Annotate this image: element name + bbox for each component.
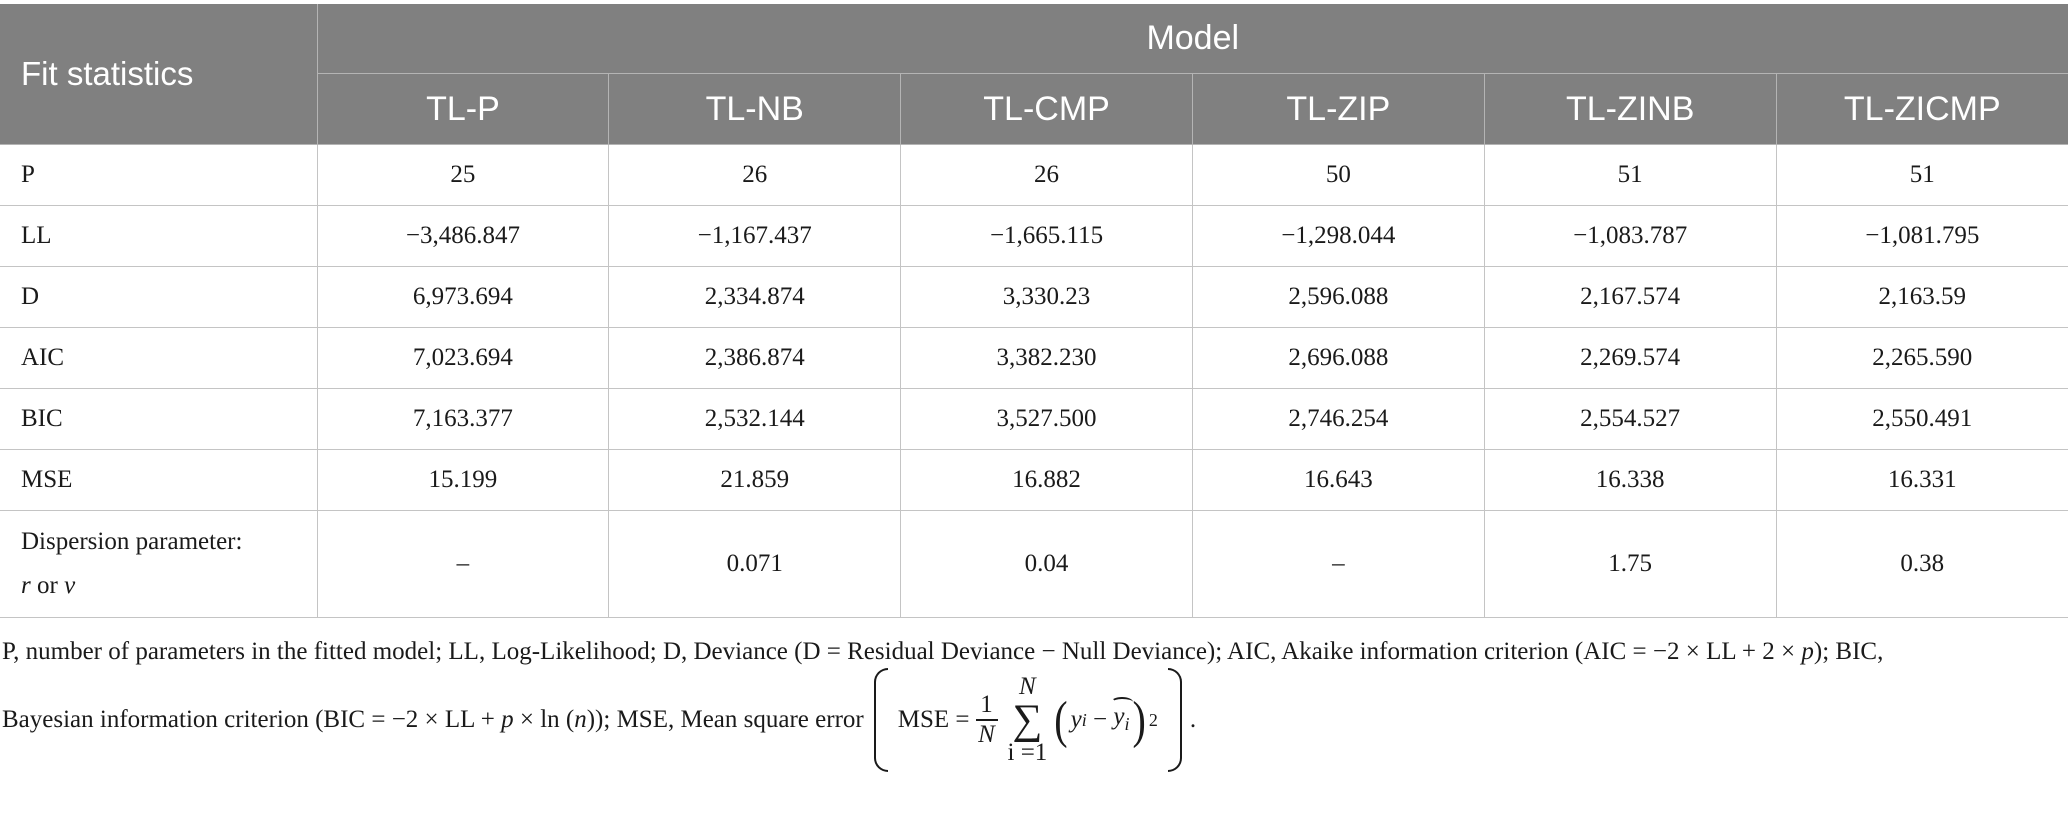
table-row-mse <box>0 450 2068 511</box>
table-cell: 0.38 <box>1776 511 2068 618</box>
table-cell: 3,330.23 <box>901 267 1193 328</box>
header-model-tl-zinb: TL-ZINB <box>1484 74 1776 145</box>
row-label: AIC <box>0 328 317 389</box>
fit-statistics-table <box>0 4 2068 618</box>
table-cell: 7,023.694 <box>317 328 609 389</box>
footnote-text: P, number of parameters in the fitted model; LL, Log-Likelihood; D, Deviance (D = Residual Deviance − Null Deviance); AIC, Akaike information criterion (AIC = −2 × LL + 2 × <box>2 638 1802 665</box>
table-cell: 1.75 <box>1484 511 1776 618</box>
footnote-text: × ln ( <box>513 706 575 733</box>
frac-denominator: N <box>978 721 995 748</box>
footnote-var-n: n <box>574 706 587 733</box>
table-cell: 15.199 <box>317 450 609 511</box>
footnote-text: )); MSE, Mean square error <box>586 706 864 733</box>
header-model-tl-cmp: TL-CMP <box>901 74 1193 145</box>
formula-lhs: MSE = <box>897 706 970 733</box>
exponent: 2 <box>1148 710 1158 730</box>
table-cell: 16.643 <box>1192 450 1484 511</box>
symbol-v: v <box>64 572 76 599</box>
frac-numerator: 1 <box>980 691 993 718</box>
table-cell: 16.882 <box>901 450 1193 511</box>
table-row-ll <box>0 206 2068 267</box>
formula-fraction <box>976 691 998 749</box>
footnote-text: ); BIC, <box>1813 638 1884 665</box>
table-row-d <box>0 267 2068 328</box>
dispersion-label-line1: Dispersion parameter: <box>21 528 243 555</box>
fit-statistics-table-wrap <box>0 4 2068 618</box>
table-row-aic <box>0 328 2068 389</box>
row-label <box>0 511 317 618</box>
row-label: LL <box>0 206 317 267</box>
table-cell: −1,665.115 <box>901 206 1193 267</box>
var-y-sub: i <box>1081 710 1087 730</box>
table-cell: 25 <box>317 145 609 206</box>
table-cell: 2,334.874 <box>609 267 901 328</box>
table-cell: 2,167.574 <box>1484 267 1776 328</box>
table-cell: 2,386.874 <box>609 328 901 389</box>
footnote-text: Bayesian information criterion (BIC = −2 × LL + <box>2 706 502 733</box>
header-model-tl-zip: TL-ZIP <box>1192 74 1484 145</box>
header-model-tl-zicmp: TL-ZICMP <box>1776 74 2068 145</box>
sum-operator <box>1008 674 1048 766</box>
table-cell: −1,081.795 <box>1776 206 2068 267</box>
var-y-hat <box>1113 701 1129 740</box>
table-cell: −1,298.044 <box>1192 206 1484 267</box>
table-cell: 2,554.527 <box>1484 389 1776 450</box>
header-model-tl-nb: TL-NB <box>609 74 901 145</box>
left-paren <box>874 668 888 772</box>
table-cell: 50 <box>1192 145 1484 206</box>
table-cell: −3,486.847 <box>317 206 609 267</box>
table-cell: 2,746.254 <box>1192 389 1484 450</box>
table-cell: 0.071 <box>609 511 901 618</box>
row-label: MSE <box>0 450 317 511</box>
table-cell: 2,532.144 <box>609 389 901 450</box>
footnote-line-2-text <box>2 704 864 736</box>
table-cell: 2,550.491 <box>1776 389 2068 450</box>
table-cell: – <box>317 511 609 618</box>
table-row-p <box>0 145 2068 206</box>
footnote-end: . <box>1189 706 1197 733</box>
table-cell: 3,527.500 <box>901 389 1193 450</box>
table-cell: 7,163.377 <box>317 389 609 450</box>
table-cell: −1,083.787 <box>1484 206 1776 267</box>
sum-top: N <box>1019 673 1036 700</box>
sum-bottom: i =1 <box>1007 739 1048 766</box>
mse-formula <box>874 668 1182 772</box>
row-label: P <box>0 145 317 206</box>
row-label: D <box>0 267 317 328</box>
table-cell: 2,163.59 <box>1776 267 2068 328</box>
table-cell: 51 <box>1776 145 2068 206</box>
footnote-line-2 <box>2 668 2062 772</box>
table-cell: 6,973.694 <box>317 267 609 328</box>
table-cell: 51 <box>1484 145 1776 206</box>
table-row-bic <box>0 389 2068 450</box>
table-cell: −1,167.437 <box>609 206 901 267</box>
dispersion-label-line2 <box>21 564 317 608</box>
right-paren <box>1168 668 1182 772</box>
table-cell: 2,269.574 <box>1484 328 1776 389</box>
footnote-line-1 <box>2 636 2062 668</box>
table-cell: 26 <box>901 145 1193 206</box>
table-cell: 21.859 <box>609 450 901 511</box>
var-yhat-sub: i <box>1124 713 1130 734</box>
table-cell: 0.04 <box>901 511 1193 618</box>
header-model-tl-p: TL-P <box>317 74 609 145</box>
table-footnote <box>2 636 2062 772</box>
var-yhat: y <box>1113 702 1125 730</box>
table-cell: 3,382.230 <box>901 328 1193 389</box>
table-cell: – <box>1192 511 1484 618</box>
close-paren: ) <box>1132 690 1146 749</box>
header-fit-statistics: Fit statistics <box>0 4 317 145</box>
table-cell: 16.338 <box>1484 450 1776 511</box>
minus-sign: − <box>1086 706 1114 733</box>
footnote-var-p: p <box>1801 638 1814 665</box>
symbol-r: r <box>21 572 31 599</box>
var-y: y <box>1070 706 1082 733</box>
table-cell: 2,596.088 <box>1192 267 1484 328</box>
header-model-group: Model <box>317 4 2068 74</box>
open-paren: ( <box>1054 690 1068 749</box>
label-or: or <box>30 572 65 599</box>
sum-symbol: ∑ <box>1012 697 1043 743</box>
table-row-dispersion <box>0 511 2068 618</box>
table-cell: 2,696.088 <box>1192 328 1484 389</box>
footnote-var-p: p <box>501 706 514 733</box>
row-label: BIC <box>0 389 317 450</box>
table-cell: 16.331 <box>1776 450 2068 511</box>
table-cell: 2,265.590 <box>1776 328 2068 389</box>
table-cell: 26 <box>609 145 901 206</box>
